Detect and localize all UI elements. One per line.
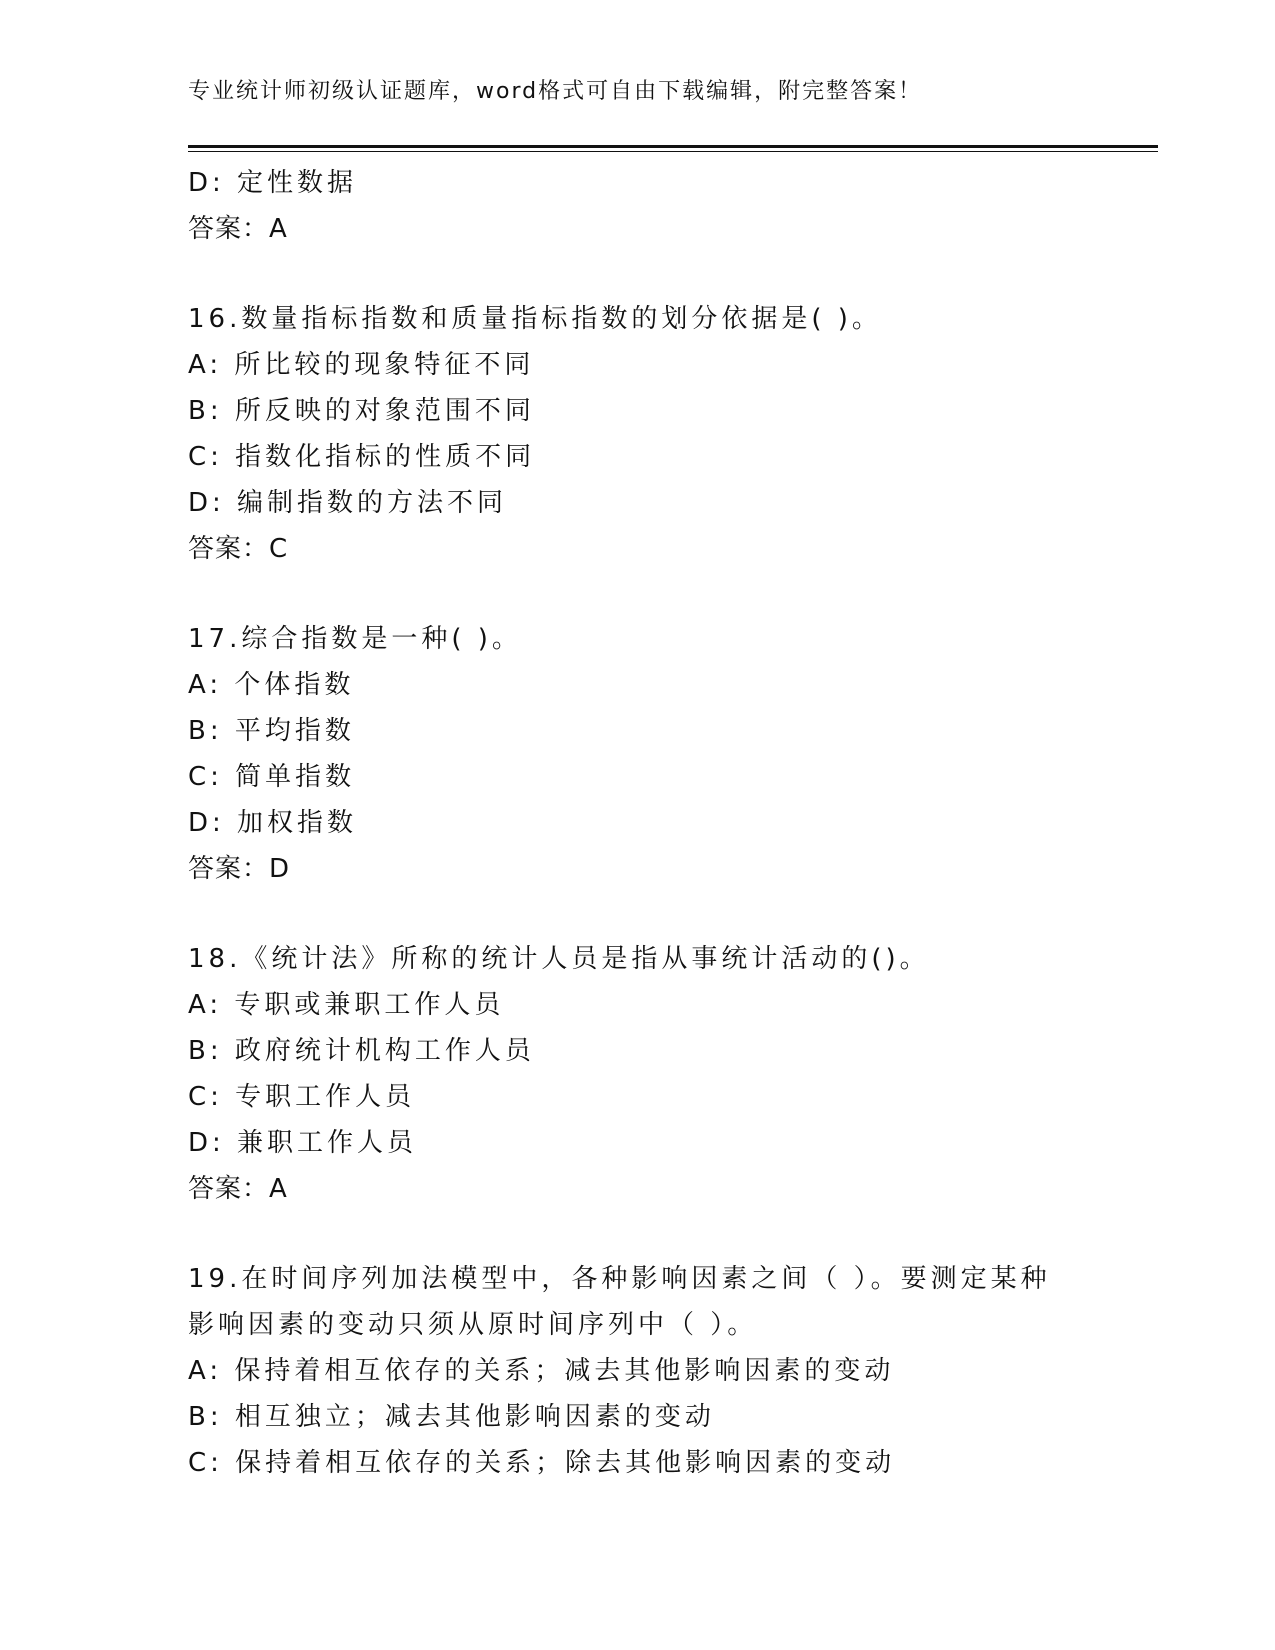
question-line: C: 指数化指标的性质不同 bbox=[188, 442, 536, 472]
question-content bbox=[188, 160, 1158, 1486]
question-line: B: 所反映的对象范围不同 bbox=[188, 396, 535, 426]
question-line: 18.《统计法》所称的统计人员是指从事统计活动的()。 bbox=[188, 944, 930, 974]
spacer bbox=[188, 252, 1158, 296]
question-line: A: 保持着相互依存的关系；减去其他影响因素的变动 bbox=[188, 1356, 895, 1386]
page-header: 专业统计师初级认证题库，word格式可自由下载编辑，附完整答案！ bbox=[188, 79, 923, 104]
question-line: B: 平均指数 bbox=[188, 716, 355, 746]
question-line: C: 专职工作人员 bbox=[188, 1082, 416, 1112]
question-line: C: 简单指数 bbox=[188, 762, 356, 792]
question-line: 17.综合指数是一种( )。 bbox=[188, 624, 522, 654]
answer-line: 答案：C bbox=[188, 534, 289, 564]
spacer bbox=[188, 1212, 1158, 1256]
question-line: B: 政府统计机构工作人员 bbox=[188, 1036, 535, 1066]
answer-line: 答案：D bbox=[188, 854, 291, 884]
header-rule-thick bbox=[188, 145, 1158, 148]
question-line: D: 兼职工作人员 bbox=[188, 1128, 418, 1158]
question-line: A: 所比较的现象特征不同 bbox=[188, 350, 535, 380]
spacer bbox=[188, 892, 1158, 936]
question-line: 19.在时间序列加法模型中，各种影响因素之间（ ）。要测定某种 bbox=[188, 1264, 1051, 1294]
question-line: A: 个体指数 bbox=[188, 670, 355, 700]
spacer bbox=[188, 572, 1158, 616]
header-rule-thin bbox=[188, 151, 1158, 152]
question-line: D: 编制指数的方法不同 bbox=[188, 488, 508, 518]
question-line: A: 专职或兼职工作人员 bbox=[188, 990, 505, 1020]
question-line: 影响因素的变动只须从原时间序列中（ ）。 bbox=[188, 1310, 758, 1340]
answer-line: 答案：A bbox=[188, 214, 288, 244]
question-line: C: 保持着相互依存的关系；除去其他影响因素的变动 bbox=[188, 1448, 896, 1478]
question-line: 16.数量指标指数和质量指标指数的划分依据是( )。 bbox=[188, 304, 882, 334]
question-line: B: 相互独立；减去其他影响因素的变动 bbox=[188, 1402, 715, 1432]
question-line: D: 加权指数 bbox=[188, 808, 358, 838]
answer-line: 答案：A bbox=[188, 1174, 288, 1204]
question-line: D: 定性数据 bbox=[188, 168, 358, 198]
